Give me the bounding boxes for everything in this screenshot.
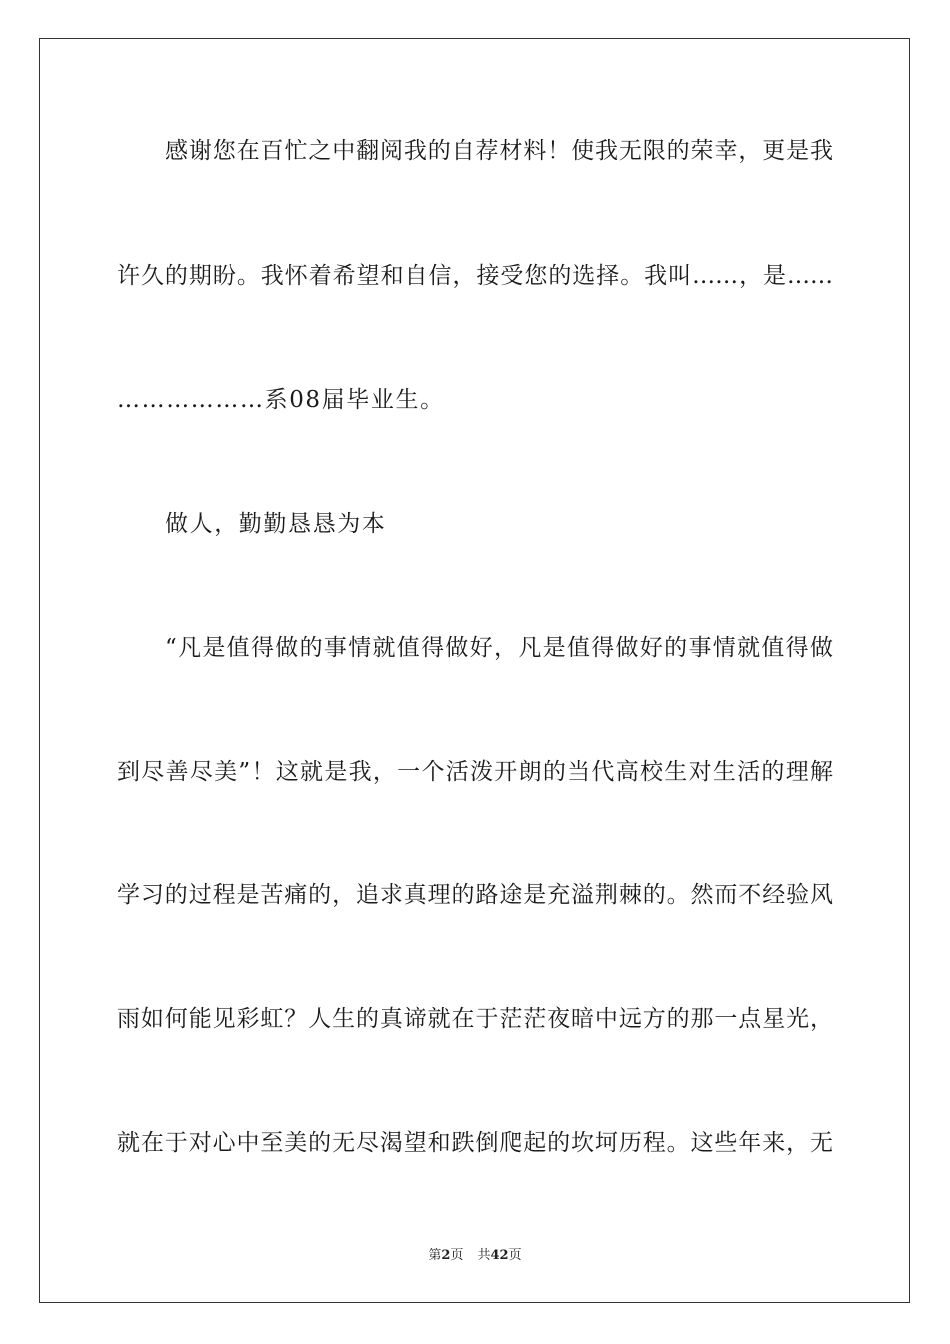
paragraph-line-8: 雨如何能见彩虹？人生的真谛就在于茫茫夜暗中远方的那一点星光， bbox=[117, 1006, 833, 1032]
paragraph-line-5: “凡是值得做的事情就值得做好，凡是值得做好的事情就值得做 bbox=[165, 635, 833, 661]
total-suffix: 页 bbox=[508, 1248, 522, 1263]
current-page-number: 2 bbox=[441, 1248, 451, 1263]
page-footer bbox=[0, 1247, 950, 1265]
total-page-number: 42 bbox=[490, 1248, 509, 1263]
paragraph-line-6: 到尽善尽美”！这就是我，一个活泼开朗的当代高校生对生活的理解 bbox=[117, 759, 833, 785]
paragraph-line-3: ………………系08届毕业生。 bbox=[117, 387, 445, 413]
section-heading: 做人，勤勤恳恳为本 bbox=[165, 511, 387, 537]
paragraph-line-1: 感谢您在百忙之中翻阅我的自荐材料！使我无限的荣幸，更是我 bbox=[165, 138, 833, 164]
page-border bbox=[39, 38, 910, 1303]
paragraph-line-9: 就在于对心中至美的无尽渴望和跌倒爬起的坎坷历程。这些年来，无 bbox=[117, 1130, 833, 1156]
page-suffix: 页 bbox=[450, 1248, 464, 1263]
paragraph-line-7: 学习的过程是苦痛的，追求真理的路途是充溢荆棘的。然而不经验风 bbox=[117, 882, 833, 908]
page-prefix: 第 bbox=[428, 1248, 442, 1263]
paragraph-line-2: 许久的期盼。我怀着希望和自信，接受您的选择。我叫……，是…… bbox=[117, 263, 833, 289]
total-prefix: 共 bbox=[477, 1248, 491, 1263]
